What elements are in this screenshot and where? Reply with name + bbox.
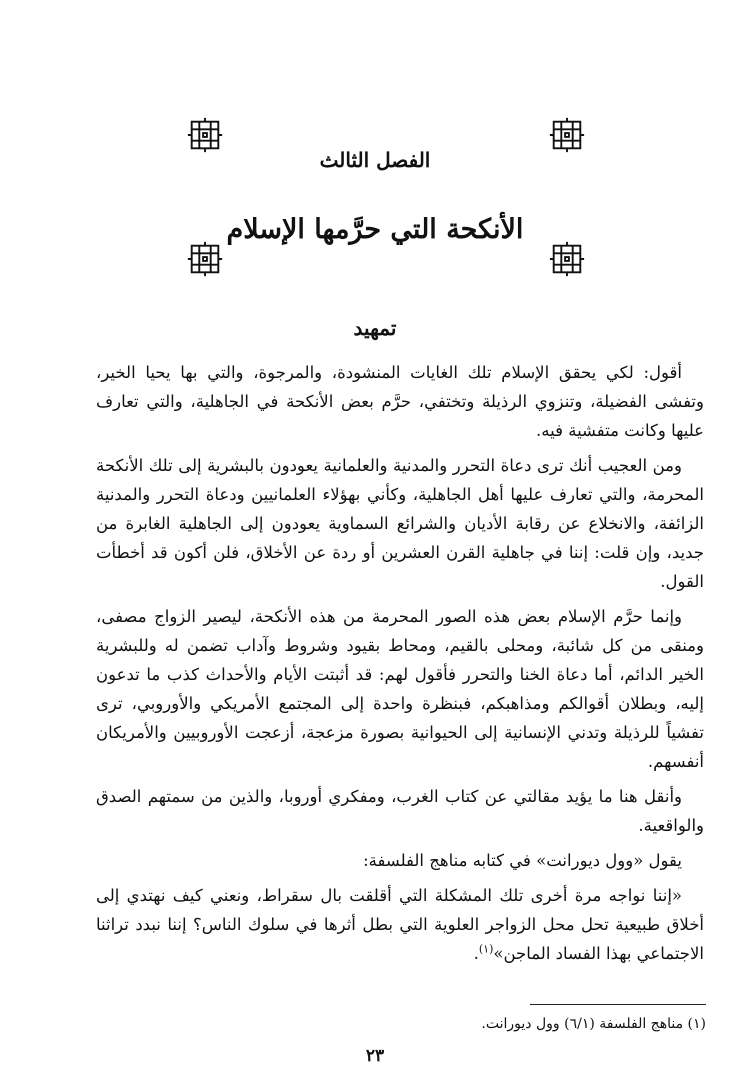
paragraph: وإنما حرَّم الإسلام بعض هذه الصور المحرمة من هذه الأنكحة، ليصير الزواج مصفى، ومنقى من كل شائبة، ومحلى بالقيم، ومحاط بقيود وشروط وآداب تضمن له وللبشرية الخير الدائم، أما دعاة الخنا والتحرر فأقول لهم: قد أثبتت الأيام والأحداث كذب ما تدعون إليه، وبطلان أقوالكم ومذاهبكم، فبنظرة واحدة إلى المجتمع الأمريكي والأوروبي، ترى تفشياً للرذيلة وتدني الإنسانية إلى الحيوانية بصورة مزعجة، أزعجت الأوروبيين والأمريكان أنفسهم.: [96, 607, 704, 771]
page-number: ٢٣: [365, 1046, 385, 1066]
section-title: تمهيد: [353, 316, 397, 340]
footnote-reference[interactable]: (١): [478, 942, 494, 956]
footnote-divider: [530, 1004, 706, 1005]
paragraph: وأنقل هنا ما يؤيد مقالتي عن كتاب الغرب، ومفكري أوروبا، والذين من سمتهم الصدق والواقعية.: [96, 787, 704, 835]
chapter-label: الفصل الثالث: [319, 148, 431, 172]
paragraph: ومن العجيب أنك ترى دعاة التحرر والمدنية والعلمانية يعودون بالبشرية إلى تلك الأنكحة المحرمة، والتي تعارف عليها أهل الجاهلية، وكأني بهؤلاء العلمانيين ودعاة التحرر والمدنية الزائفة، والانخلاع عن رقابة الأديان والشرائع السماوية يعودون إلى الجاهلية الغابرة من جديد، وإن قلت: إننا في جاهلية القرن العشرين أو ردة عن الأخلاق، فلن أكون قد أخطأت القول.: [96, 456, 704, 591]
ornament-icon: [548, 240, 586, 278]
ornament-icon: [186, 240, 224, 278]
body-text: [96, 358, 704, 974]
quote-text: «إننا نواجه مرة أخرى تلك المشكلة التي أقلقت بال سقراط، ونعني كيف نهتدي إلى أخلاق طبيعية تحل محل الزواجر العلوية التي بطل أثرها في سلوك الناس؟ إننا نبدد تراثنا الاجتماعي بهذا الفساد الماجن»: [96, 886, 704, 963]
chapter-title: الأنكحة التي حرَّمها الإسلام: [226, 214, 524, 245]
paragraph: أقول: لكي يحقق الإسلام تلك الغايات المنشودة، والمرجوة، والتي بها يحيا الخير، وتفشى الفضيلة، وتنزوي الرذيلة وتختفي، حرَّم بعض الأنكحة في الجاهلية، والتي تعارف عليها وكانت متفشية فيه.: [96, 363, 704, 440]
quote-intro: يقول «وول ديورانت» في كتابه مناهج الفلسفة:: [363, 851, 682, 870]
footnote: (١) مناهج الفلسفة (٦/١) وول ديورانت.: [481, 1016, 706, 1032]
quote-paragraph: «إننا نواجه مرة أخرى تلك المشكلة التي أقلقت بال سقراط، ونعني كيف نهتدي إلى أخلاق طبيعية تحل محل الزواجر العلوية التي بطل أثرها في سلوك الناس؟ إننا نبدد تراثنا الاجتماعي بهذا الفساد الماجن»$^{(١)}$.: [96, 886, 704, 963]
